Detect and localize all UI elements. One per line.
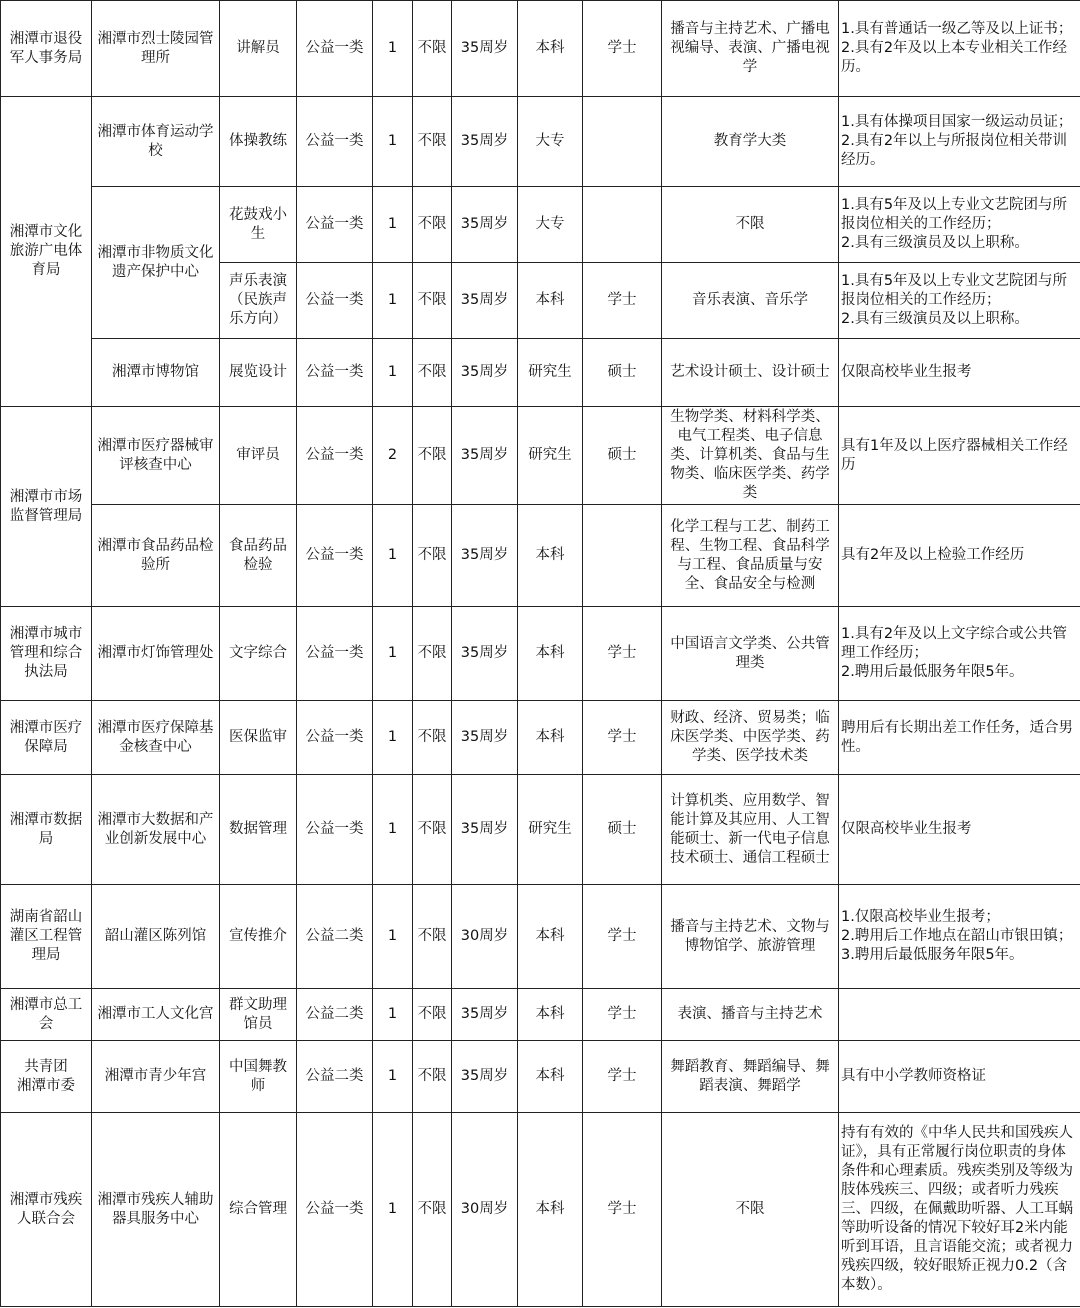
age-cell: 35周岁: [452, 989, 518, 1041]
post-cell: 文字综合: [220, 607, 297, 701]
gender-cell: 不限: [413, 505, 452, 607]
major-cell: 生物学类、材料科学类、电气工程类、电子信息类、计算机类、食品与生物类、临床医学类、药学类: [662, 407, 839, 505]
type-cell: 公益一类: [297, 775, 373, 885]
dept-cell: 湘潭市市场监督管理局: [1, 407, 92, 607]
major-cell: 舞蹈教育、舞蹈编导、舞蹈表演、舞蹈学: [662, 1041, 839, 1113]
degree-cell: 硕士: [583, 407, 662, 505]
table-row: [1, 701, 1080, 775]
unit-cell: 湘潭市非物质文化遗产保护中心: [92, 187, 220, 339]
post-cell: 体操教练: [220, 97, 297, 187]
other-cell: 具有中小学教师资格证: [839, 1041, 1080, 1113]
gender-cell: 不限: [413, 607, 452, 701]
type-cell: 公益一类: [297, 407, 373, 505]
num-cell: 1: [373, 775, 413, 885]
edu-cell: 研究生: [518, 339, 583, 407]
post-cell: 综合管理: [220, 1113, 297, 1307]
table-row: [1, 505, 1080, 607]
major-cell: 不限: [662, 187, 839, 263]
type-cell: 公益一类: [297, 187, 373, 263]
unit-cell: 湘潭市大数据和产业创新发展中心: [92, 775, 220, 885]
edu-cell: 本科: [518, 607, 583, 701]
dept-cell: 湘潭市医疗保障局: [1, 701, 92, 775]
num-cell: 1: [373, 607, 413, 701]
unit-cell: 湘潭市工人文化宫: [92, 989, 220, 1041]
post-cell: 审评员: [220, 407, 297, 505]
table-row: [1, 885, 1080, 989]
unit-cell: 湘潭市食品药品检验所: [92, 505, 220, 607]
table-row: [1, 407, 1080, 505]
other-cell: 具有2年及以上检验工作经历: [839, 505, 1080, 607]
dept-cell: 湘潭市残疾人联合会: [1, 1113, 92, 1307]
type-cell: 公益二类: [297, 885, 373, 989]
other-cell: [839, 989, 1080, 1041]
age-cell: 35周岁: [452, 1, 518, 97]
dept-cell: 湘潭市文化旅游广电体育局: [1, 97, 92, 407]
other-cell: 1.具有5年及以上专业文艺院团与所报岗位相关的工作经历； 2.具有三级演员及以上职称。: [839, 263, 1080, 339]
unit-cell: 湘潭市烈士陵园管理所: [92, 1, 220, 97]
degree-cell: 硕士: [583, 775, 662, 885]
num-cell: 1: [373, 1113, 413, 1307]
num-cell: 1: [373, 1, 413, 97]
type-cell: 公益一类: [297, 97, 373, 187]
gender-cell: 不限: [413, 1041, 452, 1113]
table-row: [1, 1041, 1080, 1113]
post-cell: 数据管理: [220, 775, 297, 885]
age-cell: 35周岁: [452, 775, 518, 885]
gender-cell: 不限: [413, 339, 452, 407]
type-cell: 公益一类: [297, 607, 373, 701]
gender-cell: 不限: [413, 989, 452, 1041]
num-cell: 1: [373, 885, 413, 989]
major-cell: 中国语言文学类、公共管理类: [662, 607, 839, 701]
table-row: [1, 339, 1080, 407]
degree-cell: 学士: [583, 989, 662, 1041]
degree-cell: [583, 505, 662, 607]
other-cell: 仅限高校毕业生报考: [839, 339, 1080, 407]
num-cell: 1: [373, 1041, 413, 1113]
other-cell: 1.具有体操项目国家一级运动员证； 2.具有2年以上与所报岗位相关带训经历。: [839, 97, 1080, 187]
dept-cell: 湖南省韶山灌区工程管理局: [1, 885, 92, 989]
post-cell: 群文助理馆员: [220, 989, 297, 1041]
table-row: [1, 1, 1080, 97]
gender-cell: 不限: [413, 97, 452, 187]
post-cell: 中国舞教师: [220, 1041, 297, 1113]
age-cell: 30周岁: [452, 885, 518, 989]
degree-cell: 硕士: [583, 339, 662, 407]
unit-cell: 湘潭市灯饰管理处: [92, 607, 220, 701]
edu-cell: 研究生: [518, 407, 583, 505]
unit-cell: 湘潭市青少年宫: [92, 1041, 220, 1113]
degree-cell: 学士: [583, 1, 662, 97]
major-cell: 艺术设计硕士、设计硕士: [662, 339, 839, 407]
unit-cell: 湘潭市医疗保障基金核查中心: [92, 701, 220, 775]
type-cell: 公益一类: [297, 701, 373, 775]
num-cell: 1: [373, 701, 413, 775]
post-cell: 宣传推介: [220, 885, 297, 989]
dept-cell: 湘潭市数据局: [1, 775, 92, 885]
degree-cell: 学士: [583, 263, 662, 339]
other-cell: 仅限高校毕业生报考: [839, 775, 1080, 885]
degree-cell: [583, 187, 662, 263]
edu-cell: 本科: [518, 1, 583, 97]
gender-cell: 不限: [413, 775, 452, 885]
type-cell: 公益一类: [297, 263, 373, 339]
post-cell: 医保监审: [220, 701, 297, 775]
num-cell: 1: [373, 187, 413, 263]
table-row: [1, 187, 1080, 263]
post-cell: 讲解员: [220, 1, 297, 97]
age-cell: 35周岁: [452, 701, 518, 775]
age-cell: 35周岁: [452, 505, 518, 607]
age-cell: 35周岁: [452, 263, 518, 339]
other-cell: 具有1年及以上医疗器械相关工作经历: [839, 407, 1080, 505]
table-row: [1, 1113, 1080, 1307]
other-cell: 1.具有2年及以上文字综合或公共管理工作经历； 2.聘用后最低服务年限5年。: [839, 607, 1080, 701]
edu-cell: 本科: [518, 1113, 583, 1307]
table-row: [1, 989, 1080, 1041]
unit-cell: 湘潭市残疾人辅助器具服务中心: [92, 1113, 220, 1307]
age-cell: 35周岁: [452, 1041, 518, 1113]
edu-cell: 本科: [518, 701, 583, 775]
num-cell: 1: [373, 989, 413, 1041]
major-cell: 不限: [662, 1113, 839, 1307]
degree-cell: 学士: [583, 885, 662, 989]
gender-cell: 不限: [413, 407, 452, 505]
post-cell: 食品药品检验: [220, 505, 297, 607]
dept-cell: 湘潭市退役军人事务局: [1, 1, 92, 97]
table-row: [1, 607, 1080, 701]
edu-cell: 大专: [518, 97, 583, 187]
other-cell: 1.具有普通话一级乙等及以上证书； 2.具有2年及以上本专业相关工作经历。: [839, 1, 1080, 97]
type-cell: 公益一类: [297, 1113, 373, 1307]
type-cell: 公益一类: [297, 339, 373, 407]
num-cell: 1: [373, 505, 413, 607]
edu-cell: 本科: [518, 505, 583, 607]
type-cell: 公益一类: [297, 505, 373, 607]
major-cell: 音乐表演、音乐学: [662, 263, 839, 339]
major-cell: 化学工程与工艺、制药工程、生物工程、食品科学与工程、食品质量与安全、食品安全与检测: [662, 505, 839, 607]
degree-cell: 学士: [583, 607, 662, 701]
type-cell: 公益一类: [297, 1, 373, 97]
table-row: [1, 97, 1080, 187]
degree-cell: 学士: [583, 1113, 662, 1307]
age-cell: 35周岁: [452, 187, 518, 263]
major-cell: 播音与主持艺术、文物与博物馆学、旅游管理: [662, 885, 839, 989]
unit-cell: 湘潭市医疗器械审评核查中心: [92, 407, 220, 505]
post-cell: 展览设计: [220, 339, 297, 407]
degree-cell: [583, 97, 662, 187]
num-cell: 2: [373, 407, 413, 505]
age-cell: 35周岁: [452, 97, 518, 187]
post-cell: 花鼓戏小生: [220, 187, 297, 263]
num-cell: 1: [373, 97, 413, 187]
gender-cell: 不限: [413, 885, 452, 989]
unit-cell: 湘潭市博物馆: [92, 339, 220, 407]
type-cell: 公益二类: [297, 1041, 373, 1113]
edu-cell: 研究生: [518, 775, 583, 885]
age-cell: 35周岁: [452, 407, 518, 505]
dept-cell: 湘潭市总工会: [1, 989, 92, 1041]
edu-cell: 本科: [518, 989, 583, 1041]
other-cell: 聘用后有长期出差工作任务，适合男性。: [839, 701, 1080, 775]
table-row: [1, 775, 1080, 885]
gender-cell: 不限: [413, 1, 452, 97]
major-cell: 计算机类、应用数学、智能计算及其应用、人工智能硕士、新一代电子信息技术硕士、通信工程硕士: [662, 775, 839, 885]
other-cell: 持有有效的《中华人民共和国残疾人证》，具有正常履行岗位职责的身体条件和心理素质。残疾类别及等级为肢体残疾三、四级；或者听力残疾三、四级，在佩戴助听器、人工耳蜗等助听设备的情况下较好耳2米内能听到耳语，且言语能交流；或者视力残疾四级，较好眼矫正视力0.2（含本数）。: [839, 1113, 1080, 1307]
num-cell: 1: [373, 339, 413, 407]
edu-cell: 大专: [518, 187, 583, 263]
dept-cell: 共青团 湘潭市委: [1, 1041, 92, 1113]
edu-cell: 本科: [518, 885, 583, 989]
gender-cell: 不限: [413, 263, 452, 339]
degree-cell: 学士: [583, 701, 662, 775]
major-cell: 财政、经济、贸易类；临床医学类、中医学类、药学类、医学技术类: [662, 701, 839, 775]
type-cell: 公益二类: [297, 989, 373, 1041]
age-cell: 30周岁: [452, 1113, 518, 1307]
other-cell: 1.具有5年及以上专业文艺院团与所报岗位相关的工作经历； 2.具有三级演员及以上职称。: [839, 187, 1080, 263]
major-cell: 教育学大类: [662, 97, 839, 187]
unit-cell: 韶山灌区陈列馆: [92, 885, 220, 989]
num-cell: 1: [373, 263, 413, 339]
age-cell: 35周岁: [452, 607, 518, 701]
other-cell: 1.仅限高校毕业生报考； 2.聘用后工作地点在韶山市银田镇； 3.聘用后最低服务年限5年。: [839, 885, 1080, 989]
degree-cell: 学士: [583, 1041, 662, 1113]
gender-cell: 不限: [413, 701, 452, 775]
dept-cell: 湘潭市城市管理和综合执法局: [1, 607, 92, 701]
major-cell: 表演、播音与主持艺术: [662, 989, 839, 1041]
gender-cell: 不限: [413, 1113, 452, 1307]
unit-cell: 湘潭市体育运动学校: [92, 97, 220, 187]
major-cell: 播音与主持艺术、广播电视编导、表演、广播电视学: [662, 1, 839, 97]
edu-cell: 本科: [518, 1041, 583, 1113]
age-cell: 35周岁: [452, 339, 518, 407]
gender-cell: 不限: [413, 187, 452, 263]
edu-cell: 本科: [518, 263, 583, 339]
post-cell: 声乐表演（民族声乐方向）: [220, 263, 297, 339]
